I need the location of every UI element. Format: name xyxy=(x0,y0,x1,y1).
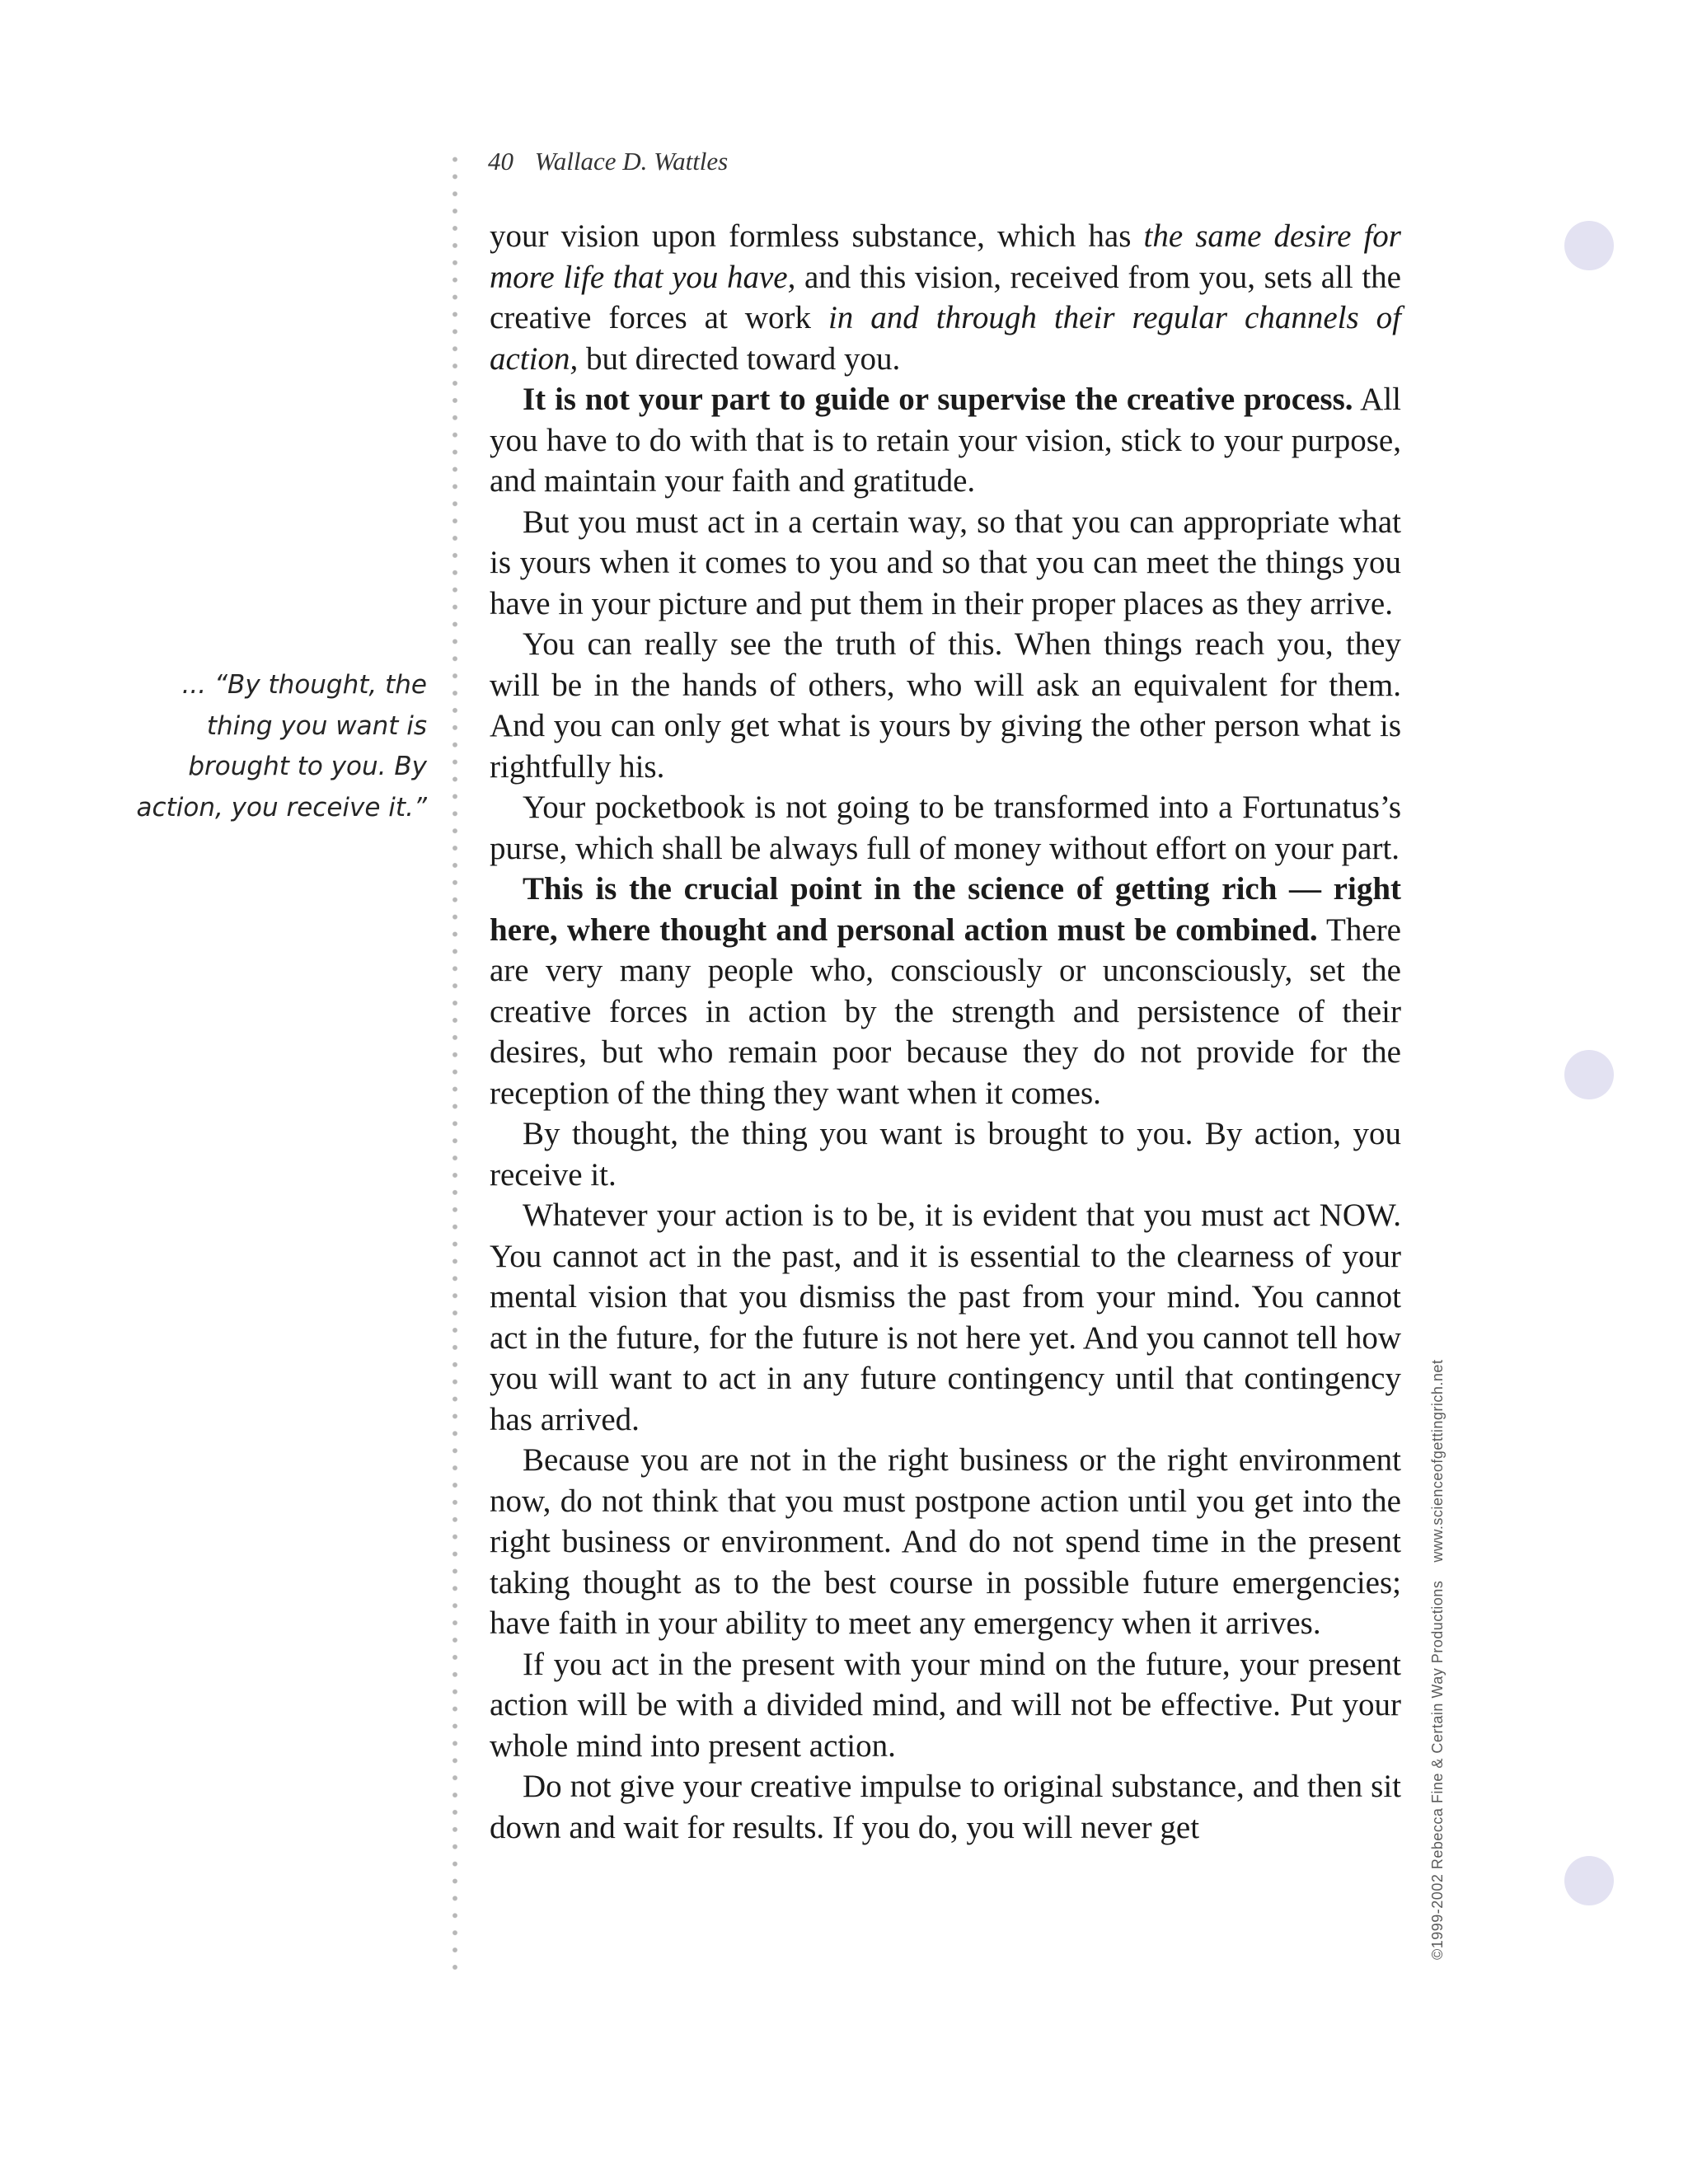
website-url: www.scienceofgettingrich.net xyxy=(1429,1359,1446,1563)
binder-hole xyxy=(1564,221,1614,270)
side-credit xyxy=(1429,1360,1447,1960)
text-run: There are very many people who, consciously or unconsciously, set the creative forces in action by the strength and persistence of their desires, but who remain poor because they do not provide for the reception of the thing they want when it comes. xyxy=(490,912,1401,1111)
paragraph: By thought, the thing you want is brought to you. By action, you receive it. xyxy=(490,1116,1401,1193)
paragraph xyxy=(490,379,1401,502)
paragraph xyxy=(490,216,1401,379)
paragraph xyxy=(490,869,1401,1113)
running-header xyxy=(488,147,728,176)
paragraph: If you act in the present with your mind on the future, your present action will be with a divided mind, and will not be effective. Put your whole mind into present action. xyxy=(490,1646,1401,1764)
paragraph: But you must act in a certain way, so that you can appropriate what is yours when it comes to you and so that you can meet the things you have in your picture and put them in their proper places as they arrive. xyxy=(490,504,1401,621)
paragraph: Because you are not in the right business or the right environment now, do not think that you must postpone action until you get into the right business or environment. And do not spend time in the present taking thought as to the best course in possible future emergencies; have faith in your ability to meet any emergency when it arrives. xyxy=(490,1442,1401,1641)
text-run: but directed toward you. xyxy=(578,340,901,377)
italic-run: in and through their regular channels of action, xyxy=(490,300,1401,377)
body-text xyxy=(490,216,1401,1848)
running-header-author: Wallace D. Wattles xyxy=(534,147,729,176)
paragraph: Your pocketbook is not going to be transformed into a Fortunatus’s purse, which shall be always full of money without effort on your part. xyxy=(490,790,1401,866)
page-number: 40 xyxy=(488,147,513,176)
text-run: your vision upon formless substance, which has xyxy=(490,218,1144,254)
binder-hole xyxy=(1564,1050,1614,1099)
italic-run: the same desire for more life that you have, xyxy=(490,218,1401,295)
dotted-margin-rule xyxy=(452,151,458,1979)
paragraph: Do not give your creative impulse to original substance, and then sit down and wait for results. If you do, you will never get xyxy=(490,1769,1401,1845)
bold-run: This is the crucial point in the science of getting rich — right here, where thought and personal action must be combined. xyxy=(490,871,1401,948)
paragraph: Whatever your action is to be, it is evident that you must act NOW. You cannot act in the past, and it is essential to the clearness of your mental vision that you dismiss the past from your mind. You cannot act in the future, for the future is not here yet. And you cannot tell how you will want to act in any future contingency until that contingency has arrived. xyxy=(490,1197,1401,1437)
paragraph: You can really see the truth of this. When things reach you, they will be in the hands of others, who will ask an equivalent for them. And you can only get what is yours by giving the other person what is rightfully his. xyxy=(490,626,1401,785)
pull-quote: ... “By thought, the thing you want is brought to you. By action, you receive it.” xyxy=(136,670,427,823)
text-run: All you have to do with that is to retain your vision, stick to your purpose, and maintain your faith and gratitude. xyxy=(490,382,1402,499)
binder-hole xyxy=(1564,1856,1614,1905)
copyright-notice: ©1999-2002 Rebecca Fine & Certain Way Productions xyxy=(1429,1580,1446,1960)
bold-run: It is not your part to guide or supervise the creative process. xyxy=(523,382,1353,417)
text-run: and this vision, received from you, sets all the creative forces at work xyxy=(490,259,1401,335)
